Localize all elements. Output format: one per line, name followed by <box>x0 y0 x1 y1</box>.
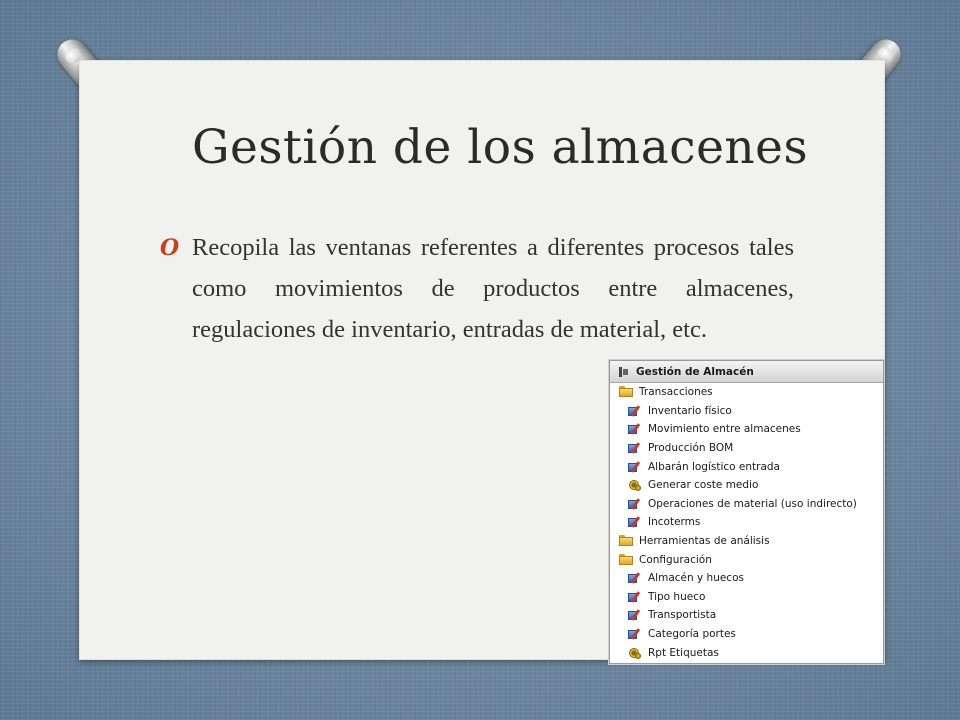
window-icon <box>628 628 642 640</box>
tree-item-generar-coste-medio[interactable] <box>610 476 883 495</box>
bullet-text: Recopila las ventanas referentes a diferentes procesos tales como movimientos de productos entre almacenes, regulaciones de inventario, entradas de material, etc. <box>192 234 794 343</box>
bullet-marker: O <box>160 235 180 261</box>
tree-item-label: Movimiento entre almacenes <box>648 423 801 436</box>
window-icon <box>628 498 642 510</box>
tree-item-rpt-etiquetas[interactable] <box>610 643 883 662</box>
tree-item-label: Albarán logístico entrada <box>648 460 780 473</box>
tree-item-incoterms[interactable] <box>610 513 883 532</box>
tree-header-label: Gestión de Almacén <box>636 365 754 378</box>
tree-header-icon <box>618 366 628 378</box>
tree-item-label: Rpt Etiquetas <box>648 646 719 659</box>
tree-item-label: Almacén y huecos <box>648 572 744 585</box>
tree-item-label: Categoría portes <box>648 628 736 641</box>
tree-folder-herramientas-de-analisis[interactable] <box>610 532 883 551</box>
process-icon <box>628 479 642 491</box>
tree-item-label: Transacciones <box>639 386 713 399</box>
window-icon <box>628 423 642 435</box>
tree-item-label: Herramientas de análisis <box>639 535 770 548</box>
tree-item-tipo-hueco[interactable] <box>610 588 883 607</box>
tree-item-albaran-logistico-entrada[interactable] <box>610 457 883 476</box>
tree-item-transportista[interactable] <box>610 606 883 625</box>
window-icon <box>628 516 642 528</box>
folder-open-icon <box>619 554 633 566</box>
tree-item-produccion-bom[interactable] <box>610 439 883 458</box>
tree-item-label: Tipo hueco <box>648 590 706 603</box>
process-icon <box>628 647 642 659</box>
window-icon <box>628 591 642 603</box>
window-icon <box>628 442 642 454</box>
window-icon <box>628 609 642 621</box>
tree-item-label: Configuración <box>639 553 712 566</box>
tree-item-categoria-portes[interactable] <box>610 625 883 644</box>
folder-icon <box>619 535 633 547</box>
slide-title: Gestión de los almacenes <box>192 120 809 175</box>
window-icon <box>628 405 642 417</box>
tree-header <box>610 361 883 383</box>
tree-item-label: Transportista <box>648 609 717 622</box>
tree-item-almacen-y-huecos[interactable] <box>610 569 883 588</box>
tree-item-operaciones-de-material[interactable] <box>610 495 883 514</box>
tree-folder-transacciones[interactable] <box>610 383 883 402</box>
tree-item-label: Inventario físico <box>648 404 732 417</box>
window-icon <box>628 572 642 584</box>
folder-open-icon <box>619 386 633 398</box>
tree-item-label: Incoterms <box>648 516 701 529</box>
tree-item-inventario-fisico[interactable] <box>610 402 883 421</box>
window-icon <box>628 461 642 473</box>
tree-item-label: Generar coste medio <box>648 479 759 492</box>
tree-item-label: Producción BOM <box>648 442 734 455</box>
tree-folder-configuracion[interactable] <box>610 550 883 569</box>
tree-item-label: Operaciones de material (uso indirecto) <box>648 497 857 510</box>
menu-tree-panel <box>609 360 884 664</box>
tree-item-movimiento-entre-almacenes[interactable] <box>610 420 883 439</box>
